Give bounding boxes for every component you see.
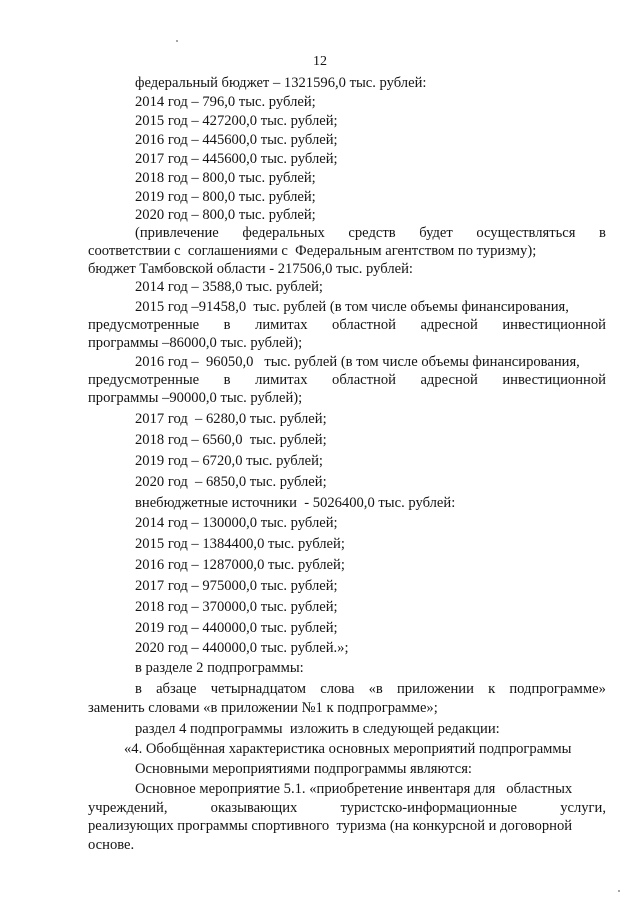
regional-2016-line-2	[88, 372, 606, 389]
extrabudget-2014: 2014 год – 130000,0 тыс. рублей;	[135, 515, 338, 531]
regional-2018: 2018 год – 6560,0 тыс. рублей;	[135, 432, 327, 448]
section-4-heading: «4. Обобщённая характеристика основных мероприятий подпрограммы	[124, 741, 572, 757]
word: осуществляться	[476, 225, 576, 241]
word: учреждений,	[88, 800, 168, 816]
main-events-line: Основными мероприятиями подпрограммы являются:	[135, 761, 472, 777]
word: приложении	[397, 681, 474, 697]
page-number: 12	[313, 54, 327, 69]
event-5-1-line-2	[88, 800, 606, 817]
federal-2020: 2020 год – 800,0 тыс. рублей;	[135, 207, 316, 223]
regional-2015-line-1: 2015 год –91458,0 тыс. рублей (в том числе объемы финансирования,	[135, 299, 569, 315]
extrabudget-2018: 2018 год – 370000,0 тыс. рублей;	[135, 599, 338, 615]
note-line-2: соответствии с соглашениями с Федеральным агентством по туризму);	[88, 243, 537, 259]
regional-2016-line-3: программы –90000,0 тыс. рублей);	[88, 390, 303, 406]
word: лимитах	[255, 317, 308, 333]
word: подпрограмме»	[509, 681, 606, 697]
word: предусмотренные	[88, 317, 200, 333]
extrabudget-2017: 2017 год – 975000,0 тыс. рублей;	[135, 578, 338, 594]
note-line-1	[135, 225, 606, 242]
word: оказывающих	[210, 800, 298, 816]
extrabudget-2015: 2015 год – 1384400,0 тыс. рублей;	[135, 536, 345, 552]
paragraph-14-line	[135, 681, 606, 698]
word: к	[488, 681, 496, 697]
event-5-1-line-4: основе.	[88, 837, 135, 853]
word: лимитах	[255, 372, 308, 388]
federal-2015: 2015 год – 427200,0 тыс. рублей;	[135, 113, 338, 129]
regional-2015-line-3: программы –86000,0 тыс. рублей);	[88, 335, 303, 351]
regional-2019: 2019 год – 6720,0 тыс. рублей;	[135, 453, 323, 469]
event-5-1-line-3: реализующих программы спортивного туризма (на конкурсной и договорной	[88, 818, 573, 834]
regional-2017: 2017 год – 6280,0 тыс. рублей;	[135, 411, 327, 427]
regional-2016-line-1: 2016 год – 96050,0 тыс. рублей (в том числе объемы финансирования,	[135, 354, 580, 370]
scan-speck	[618, 890, 620, 892]
word: инвестиционной	[502, 372, 606, 388]
word: адресной	[420, 372, 478, 388]
extrabudget-line: внебюджетные источники - 5026400,0 тыс. рублей:	[135, 495, 456, 511]
word: услуги,	[560, 800, 606, 816]
federal-2017: 2017 год – 445600,0 тыс. рублей;	[135, 151, 338, 167]
scan-speck	[176, 40, 178, 42]
regional-2014: 2014 год – 3588,0 тыс. рублей;	[135, 279, 323, 295]
word: в	[135, 681, 142, 697]
federal-2016: 2016 год – 445600,0 тыс. рублей;	[135, 132, 338, 148]
word: «в	[368, 681, 383, 697]
extrabudget-2019: 2019 год – 440000,0 тыс. рублей;	[135, 620, 338, 636]
word: областной	[332, 372, 396, 388]
word: в	[223, 372, 231, 388]
word: адресной	[420, 317, 478, 333]
federal-2019: 2019 год – 800,0 тыс. рублей;	[135, 189, 316, 205]
federal-budget-line: федеральный бюджет – 1321596,0 тыс. рублей:	[135, 75, 427, 91]
federal-2018: 2018 год – 800,0 тыс. рублей;	[135, 170, 316, 186]
word: инвестиционной	[502, 317, 606, 333]
regional-2020: 2020 год – 6850,0 тыс. рублей;	[135, 474, 327, 490]
word: туристско-информационные	[340, 800, 517, 816]
regional-2015-line-2	[88, 317, 606, 334]
event-5-1-line-1: Основное мероприятие 5.1. «приобретение инвентаря для областных	[135, 781, 573, 797]
word: будет	[419, 225, 453, 241]
word: (привлечение	[135, 225, 219, 241]
word: областной	[332, 317, 396, 333]
word: федеральных	[242, 225, 325, 241]
word: в	[599, 225, 606, 241]
word: четырнадцатом	[210, 681, 307, 697]
word: абзаце	[156, 681, 197, 697]
section-4-line: раздел 4 подпрограммы изложить в следующей редакции:	[135, 721, 500, 737]
word: в	[223, 317, 231, 333]
section-2-line: в разделе 2 подпрограммы:	[135, 660, 304, 676]
extrabudget-2016: 2016 год – 1287000,0 тыс. рублей;	[135, 557, 345, 573]
word: средств	[348, 225, 396, 241]
extrabudget-2020: 2020 год – 440000,0 тыс. рублей.»;	[135, 640, 349, 656]
replace-words-line: заменить словами «в приложении №1 к подпрограмме»;	[88, 700, 438, 716]
word: слова	[320, 681, 355, 697]
regional-budget-line: бюджет Тамбовской области - 217506,0 тыс. рублей:	[88, 261, 413, 277]
word: предусмотренные	[88, 372, 200, 388]
federal-2014: 2014 год – 796,0 тыс. рублей;	[135, 94, 316, 110]
